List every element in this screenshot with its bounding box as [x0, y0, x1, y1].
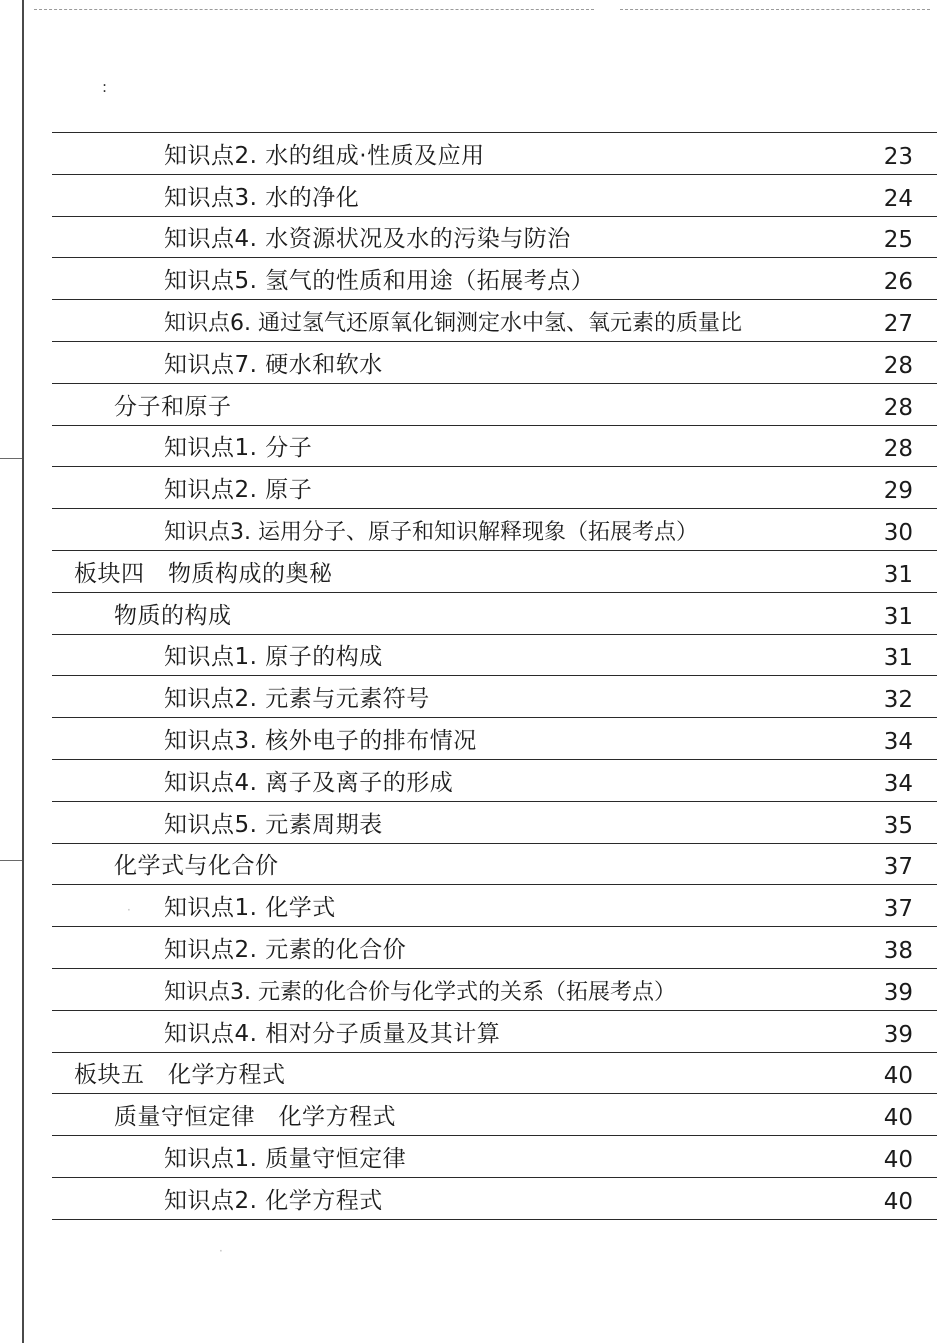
toc-entry [52, 676, 937, 718]
toc-page-number: 27 [883, 310, 913, 337]
margin-tick [0, 458, 22, 459]
toc-entry-title: 板块四 物质构成的奥秘 [74, 560, 333, 587]
top-scan-edge [620, 9, 930, 10]
toc-entry [52, 969, 937, 1011]
toc-entry-title: 知识点5. 氢气的性质和用途（拓展考点） [164, 268, 595, 295]
toc-entry [52, 467, 937, 509]
toc-entry [52, 927, 937, 969]
toc-page-number: 26 [883, 269, 913, 296]
toc-page-number: 37 [883, 854, 913, 881]
top-scan-edge [34, 9, 594, 10]
toc-entry-title: 板块五 化学方程式 [74, 1062, 286, 1089]
toc-entry-title: 知识点2. 化学方程式 [164, 1187, 383, 1214]
toc-entry-title: 物质的构成 [114, 602, 232, 629]
toc-page-number: 24 [883, 185, 913, 212]
table-of-contents [52, 132, 937, 1220]
toc-entry [52, 802, 937, 844]
toc-page-number: 34 [883, 728, 913, 755]
toc-page-number: 25 [883, 227, 913, 254]
toc-page-number: 32 [883, 687, 913, 714]
toc-entry [52, 258, 937, 300]
toc-entry [52, 1136, 937, 1178]
toc-entry [52, 426, 937, 468]
toc-entry-title: 知识点4. 水资源状况及水的污染与防治 [164, 226, 571, 253]
toc-page-number: 40 [883, 1146, 913, 1173]
toc-entry [52, 133, 937, 175]
toc-entry-title: 知识点1. 原子的构成 [164, 644, 383, 671]
toc-page-number: 34 [883, 770, 913, 797]
toc-entry [52, 635, 937, 677]
toc-page-number: 39 [883, 979, 913, 1006]
toc-entry-title: 知识点4. 相对分子质量及其计算 [164, 1020, 501, 1047]
scan-smudge: · [127, 903, 131, 917]
toc-entry-title: 知识点2. 原子 [164, 477, 313, 504]
toc-entry [52, 885, 937, 927]
toc-entry [52, 718, 937, 760]
toc-chapter [52, 844, 937, 886]
toc-entry-title: 知识点7. 硬水和软水 [164, 351, 383, 378]
binding-margin-line [22, 0, 24, 1343]
toc-entry [52, 300, 937, 342]
toc-entry-title: 知识点3. 元素的化合价与化学式的关系（拓展考点） [164, 979, 676, 1005]
toc-entry-title: 知识点1. 分子 [164, 435, 313, 462]
toc-entry-title: 质量守恒定律 化学方程式 [114, 1104, 396, 1131]
toc-page-number: 39 [883, 1021, 913, 1048]
toc-page-number: 35 [883, 812, 913, 839]
toc-page-number: 29 [883, 478, 913, 505]
toc-entry-title: 知识点3. 核外电子的排布情况 [164, 727, 477, 754]
toc-entry-title: 分子和原子 [114, 393, 232, 420]
toc-entry-title: 知识点2. 元素的化合价 [164, 936, 407, 963]
toc-entry [52, 342, 937, 384]
toc-page-number: 31 [883, 603, 913, 630]
toc-page-number: 28 [883, 394, 913, 421]
toc-entry [52, 217, 937, 259]
toc-page-number: 31 [883, 645, 913, 672]
toc-entry-title: 知识点4. 离子及离子的形成 [164, 769, 454, 796]
toc-entry-title: 知识点3. 水的净化 [164, 184, 360, 211]
toc-section [52, 551, 937, 593]
toc-page-number: 30 [883, 519, 913, 546]
toc-entry-title: 知识点2. 水的组成·性质及应用 [164, 142, 485, 169]
toc-entry-title: 知识点1. 质量守恒定律 [164, 1145, 407, 1172]
scan-smudge: · [219, 1244, 223, 1258]
toc-page-number: 28 [883, 436, 913, 463]
stray-mark: : [102, 78, 108, 96]
toc-entry [52, 760, 937, 802]
margin-tick [0, 860, 22, 861]
toc-page-number: 40 [883, 1105, 913, 1132]
toc-entry-title: 化学式与化合价 [114, 853, 279, 880]
toc-page-number: 28 [883, 352, 913, 379]
toc-entry [52, 175, 937, 217]
toc-entry-title: 知识点1. 化学式 [164, 895, 336, 922]
toc-page-number: 31 [883, 561, 913, 588]
toc-chapter [52, 593, 937, 635]
toc-chapter [52, 1094, 937, 1136]
toc-page-number: 40 [883, 1188, 913, 1215]
toc-entry-title: 知识点6. 通过氢气还原氧化铜测定水中氢、氧元素的质量比 [164, 310, 742, 336]
toc-chapter [52, 384, 937, 426]
toc-entry-title: 知识点2. 元素与元素符号 [164, 686, 430, 713]
toc-page-number: 23 [883, 143, 913, 170]
toc-page-number: 40 [883, 1063, 913, 1090]
toc-page-number: 37 [883, 896, 913, 923]
toc-entry [52, 1011, 937, 1053]
toc-section [52, 1053, 937, 1095]
toc-entry-title: 知识点5. 元素周期表 [164, 811, 383, 838]
toc-entry-title: 知识点3. 运用分子、原子和知识解释现象（拓展考点） [164, 519, 698, 545]
toc-entry [52, 509, 937, 551]
toc-entry [52, 1178, 937, 1220]
toc-page-number: 38 [883, 937, 913, 964]
